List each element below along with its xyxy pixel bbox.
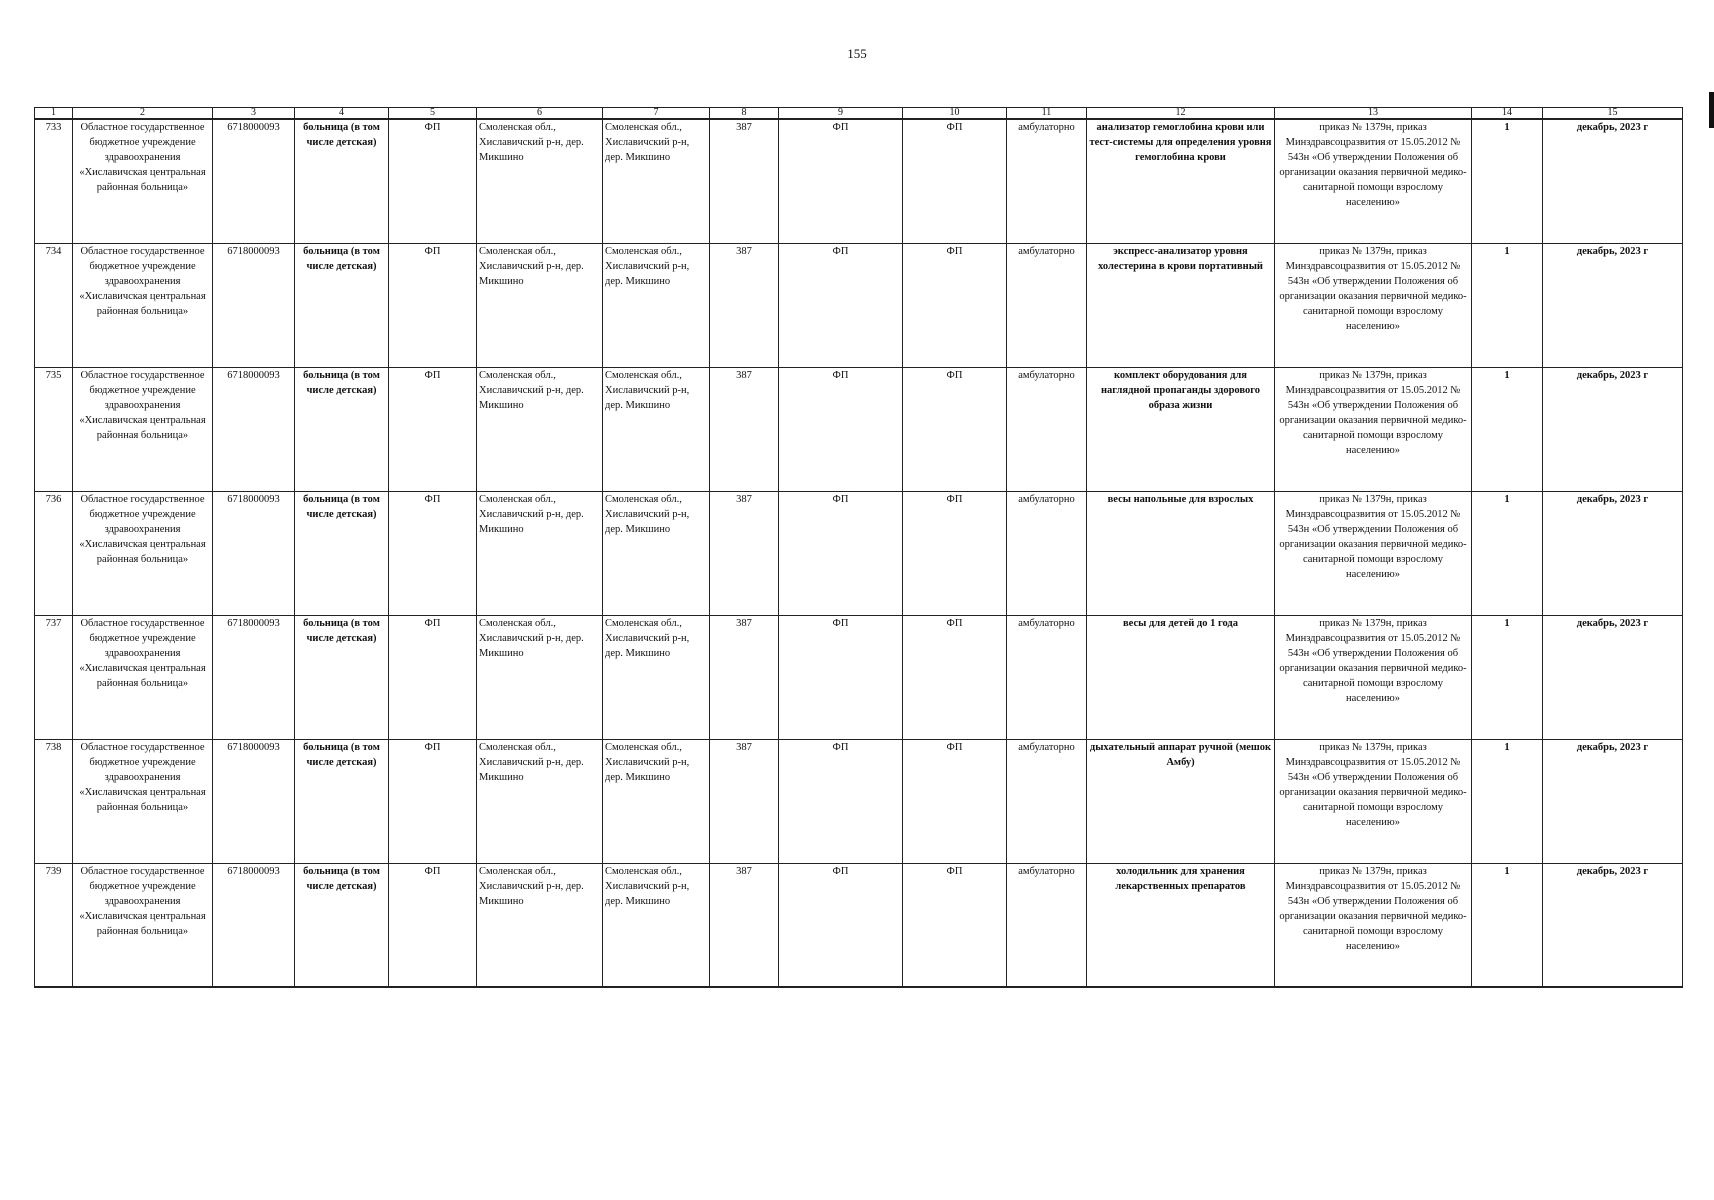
address-legal: Смоленская обл., Хиславичский р-н, дер. Микшино [477, 739, 603, 863]
table-body [35, 119, 1683, 987]
table-row [35, 367, 1683, 491]
delivery-date: декабрь, 2023 г [1543, 119, 1683, 243]
address-actual: Смоленская обл., Хиславичский р-н, дер. Микшино [603, 119, 710, 243]
quantity: 1 [1472, 243, 1543, 367]
column-header-10: 10 [903, 108, 1007, 120]
facility-type: больница (в том числе детская) [295, 119, 389, 243]
column-10-value: ФП [903, 119, 1007, 243]
delivery-date: декабрь, 2023 г [1543, 367, 1683, 491]
equipment-name: комплект оборудования для наглядной пропаганды здорового образа жизни [1087, 367, 1275, 491]
organization-name: Областное государственное бюджетное учреждение здравоохранения «Хиславичская центральная районная больница» [73, 367, 213, 491]
row-number: 735 [35, 367, 73, 491]
address-legal: Смоленская обл., Хиславичский р-н, дер. Микшино [477, 863, 603, 987]
column-8-value: 387 [710, 739, 779, 863]
row-number: 734 [35, 243, 73, 367]
organization-name: Областное государственное бюджетное учреждение здравоохранения «Хиславичская центральная районная больница» [73, 119, 213, 243]
column-header-13: 13 [1275, 108, 1472, 120]
quantity: 1 [1472, 119, 1543, 243]
address-actual: Смоленская обл., Хиславичский р-н, дер. Микшино [603, 615, 710, 739]
column-10-value: ФП [903, 615, 1007, 739]
facility-type: больница (в том числе детская) [295, 863, 389, 987]
care-mode: амбулаторно [1007, 491, 1087, 615]
column-header-7: 7 [603, 108, 710, 120]
equipment-name: дыхательный аппарат ручной (мешок Амбу) [1087, 739, 1275, 863]
organization-name: Областное государственное бюджетное учреждение здравоохранения «Хиславичская центральная районная больница» [73, 739, 213, 863]
regulatory-order: приказ № 1379н, приказ Минздравсоцразвития от 15.05.2012 № 543н «Об утверждении Положения об организации оказания первичной медико-санитарной помощи взрослому населению» [1275, 615, 1472, 739]
organization-code: 6718000093 [213, 739, 295, 863]
column-header-11: 11 [1007, 108, 1087, 120]
address-actual: Смоленская обл., Хиславичский р-н, дер. Микшино [603, 367, 710, 491]
regulatory-order: приказ № 1379н, приказ Минздравсоцразвития от 15.05.2012 № 543н «Об утверждении Положения об организации оказания первичной медико-санитарной помощи взрослому населению» [1275, 863, 1472, 987]
organization-name: Областное государственное бюджетное учреждение здравоохранения «Хиславичская центральная районная больница» [73, 491, 213, 615]
regulatory-order: приказ № 1379н, приказ Минздравсоцразвития от 15.05.2012 № 543н «Об утверждении Положения об организации оказания первичной медико-санитарной помощи взрослому населению» [1275, 243, 1472, 367]
facility-type: больница (в том числе детская) [295, 615, 389, 739]
row-number: 738 [35, 739, 73, 863]
care-mode: амбулаторно [1007, 119, 1087, 243]
regulatory-order: приказ № 1379н, приказ Минздравсоцразвития от 15.05.2012 № 543н «Об утверждении Положения об организации оказания первичной медико-санитарной помощи взрослому населению» [1275, 491, 1472, 615]
column-9-value: ФП [779, 615, 903, 739]
column-10-value: ФП [903, 863, 1007, 987]
column-8-value: 387 [710, 863, 779, 987]
column-header-2: 2 [73, 108, 213, 120]
column-9-value: ФП [779, 119, 903, 243]
unit-type: ФП [389, 243, 477, 367]
care-mode: амбулаторно [1007, 739, 1087, 863]
table-row [35, 863, 1683, 987]
column-10-value: ФП [903, 491, 1007, 615]
facility-type: больница (в том числе детская) [295, 367, 389, 491]
unit-type: ФП [389, 739, 477, 863]
table-row [35, 615, 1683, 739]
column-header-1: 1 [35, 108, 73, 120]
address-legal: Смоленская обл., Хиславичский р-н, дер. Микшино [477, 615, 603, 739]
address-legal: Смоленская обл., Хиславичский р-н, дер. Микшино [477, 119, 603, 243]
column-9-value: ФП [779, 863, 903, 987]
organization-code: 6718000093 [213, 119, 295, 243]
column-9-value: ФП [779, 739, 903, 863]
care-mode: амбулаторно [1007, 367, 1087, 491]
organization-code: 6718000093 [213, 367, 295, 491]
column-header-12: 12 [1087, 108, 1275, 120]
care-mode: амбулаторно [1007, 615, 1087, 739]
equipment-name: холодильник для хранения лекарственных препаратов [1087, 863, 1275, 987]
address-actual: Смоленская обл., Хиславичский р-н, дер. Микшино [603, 491, 710, 615]
organization-name: Областное государственное бюджетное учреждение здравоохранения «Хиславичская центральная районная больница» [73, 863, 213, 987]
column-9-value: ФП [779, 243, 903, 367]
delivery-date: декабрь, 2023 г [1543, 491, 1683, 615]
page-number: 155 [847, 46, 867, 61]
unit-type: ФП [389, 491, 477, 615]
organization-name: Областное государственное бюджетное учреждение здравоохранения «Хиславичская центральная районная больница» [73, 615, 213, 739]
organization-name: Областное государственное бюджетное учреждение здравоохранения «Хиславичская центральная районная больница» [73, 243, 213, 367]
column-header-5: 5 [389, 108, 477, 120]
facility-type: больница (в том числе детская) [295, 243, 389, 367]
organization-code: 6718000093 [213, 491, 295, 615]
equipment-name: весы для детей до 1 года [1087, 615, 1275, 739]
column-8-value: 387 [710, 367, 779, 491]
column-header-14: 14 [1472, 108, 1543, 120]
care-mode: амбулаторно [1007, 243, 1087, 367]
column-9-value: ФП [779, 491, 903, 615]
scan-edge-mark [1709, 92, 1714, 128]
column-10-value: ФП [903, 739, 1007, 863]
organization-code: 6718000093 [213, 615, 295, 739]
address-actual: Смоленская обл., Хиславичский р-н, дер. Микшино [603, 243, 710, 367]
organization-code: 6718000093 [213, 243, 295, 367]
delivery-date: декабрь, 2023 г [1543, 863, 1683, 987]
regulatory-order: приказ № 1379н, приказ Минздравсоцразвития от 15.05.2012 № 543н «Об утверждении Положения об организации оказания первичной медико-санитарной помощи взрослому населению» [1275, 739, 1472, 863]
facility-type: больница (в том числе детская) [295, 491, 389, 615]
address-legal: Смоленская обл., Хиславичский р-н, дер. Микшино [477, 367, 603, 491]
unit-type: ФП [389, 863, 477, 987]
delivery-date: декабрь, 2023 г [1543, 243, 1683, 367]
unit-type: ФП [389, 367, 477, 491]
regulatory-order: приказ № 1379н, приказ Минздравсоцразвития от 15.05.2012 № 543н «Об утверждении Положения об организации оказания первичной медико-санитарной помощи взрослому населению» [1275, 119, 1472, 243]
facility-type: больница (в том числе детская) [295, 739, 389, 863]
delivery-date: декабрь, 2023 г [1543, 615, 1683, 739]
address-actual: Смоленская обл., Хиславичский р-н, дер. Микшино [603, 863, 710, 987]
row-number: 736 [35, 491, 73, 615]
column-header-4: 4 [295, 108, 389, 120]
quantity: 1 [1472, 739, 1543, 863]
table-row [35, 243, 1683, 367]
column-8-value: 387 [710, 491, 779, 615]
column-header-9: 9 [779, 108, 903, 120]
address-legal: Смоленская обл., Хиславичский р-н, дер. Микшино [477, 243, 603, 367]
organization-code: 6718000093 [213, 863, 295, 987]
regulatory-order: приказ № 1379н, приказ Минздравсоцразвития от 15.05.2012 № 543н «Об утверждении Положения об организации оказания первичной медико-санитарной помощи взрослому населению» [1275, 367, 1472, 491]
column-header-8: 8 [710, 108, 779, 120]
unit-type: ФП [389, 119, 477, 243]
row-number: 737 [35, 615, 73, 739]
column-8-value: 387 [710, 119, 779, 243]
column-9-value: ФП [779, 367, 903, 491]
unit-type: ФП [389, 615, 477, 739]
delivery-date: декабрь, 2023 г [1543, 739, 1683, 863]
address-legal: Смоленская обл., Хиславичский р-н, дер. Микшино [477, 491, 603, 615]
column-header-3: 3 [213, 108, 295, 120]
address-actual: Смоленская обл., Хиславичский р-н, дер. Микшино [603, 739, 710, 863]
column-8-value: 387 [710, 243, 779, 367]
equipment-name: анализатор гемоглобина крови или тест-системы для определения уровня гемоглобина крови [1087, 119, 1275, 243]
equipment-name: экспресс-анализатор уровня холестерина в крови портативный [1087, 243, 1275, 367]
equipment-registry-table [34, 107, 1683, 988]
quantity: 1 [1472, 863, 1543, 987]
table-row [35, 491, 1683, 615]
equipment-name: весы напольные для взрослых [1087, 491, 1275, 615]
quantity: 1 [1472, 491, 1543, 615]
row-number: 739 [35, 863, 73, 987]
column-10-value: ФП [903, 243, 1007, 367]
header-row [35, 108, 1683, 120]
care-mode: амбулаторно [1007, 863, 1087, 987]
quantity: 1 [1472, 615, 1543, 739]
column-10-value: ФП [903, 367, 1007, 491]
table-row [35, 119, 1683, 243]
table-row [35, 739, 1683, 863]
quantity: 1 [1472, 367, 1543, 491]
row-number: 733 [35, 119, 73, 243]
column-8-value: 387 [710, 615, 779, 739]
column-header-15: 15 [1543, 108, 1683, 120]
column-header-6: 6 [477, 108, 603, 120]
